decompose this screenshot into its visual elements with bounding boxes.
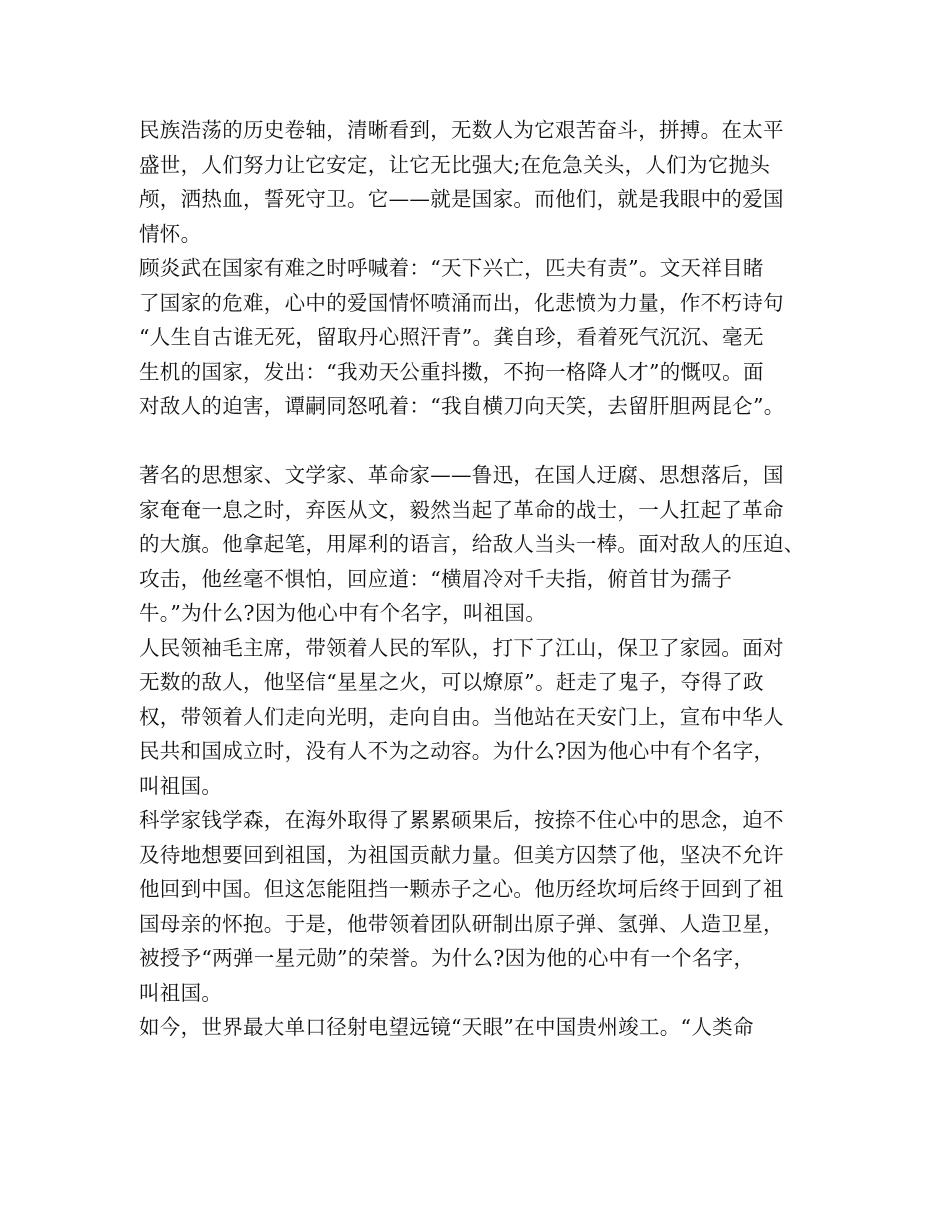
paragraph-gap: [139, 424, 829, 459]
text-line: 人民领袖毛主席，带领着人民的军队，打下了江山，保卫了家园。面对: [139, 635, 784, 660]
text-line: 著名的思想家、文学家、革命家——鲁迅，在国人迂腐、思想落后，国: [139, 463, 784, 487]
text-line: 生机的国家，发出：“我劝天公重抖擞，不拘一格降人才”的慨叹。面: [139, 359, 764, 384]
text-line: 家奄奄一息之时，弃医从文，毅然当起了革命的战士，一人扛起了革命: [139, 497, 784, 522]
text-line: 颅，洒热血，誓死守卫。它——就是国家。而他们，就是我眼中的爱国: [139, 187, 784, 211]
text-line: 的大旗。他拿起笔，用犀利的语言，给敌人当头一棒。面对敌人的压迫、: [139, 532, 805, 556]
text-line: 被授予“两弹一星元勋”的荣誉。为什么?因为他的心中有一个名字，: [139, 946, 755, 970]
text-line: 及待地想要回到祖国，为祖国贡献力量。但美方囚禁了他，坚决不允许: [139, 842, 784, 867]
text-line: 顾炎武在国家有难之时呼喊着：“天下兴亡，匹夫有责”。文天祥目睹: [139, 256, 764, 280]
text-line: 了国家的危难，心中的爱国情怀喷涌而出，化悲愤为力量，作不朽诗句: [139, 290, 784, 315]
text-line: “人生自古谁无死，留取丹心照汗青”。龚自珍，看着死气沉沉、毫无: [139, 325, 764, 349]
text-line: 叫祖国。: [139, 773, 223, 798]
text-line: 盛世，人们努力让它安定，让它无比强大;在危急关头，人们为它抛头: [139, 152, 771, 177]
text-line: 牛。”为什么?因为他心中有个名字，叫祖国。: [139, 601, 547, 625]
text-line: 权，带领着人们走向光明，走向自由。当他站在天安门上，宣布中华人: [139, 704, 784, 729]
essay-body: [139, 113, 829, 1045]
text-line: 如今，世界最大单口径射电望远镜“天眼”在中国贵州竣工。“人类命: [139, 1015, 754, 1039]
text-line: 无数的敌人，他坚信“星星之火，可以燎原”。赶走了鬼子，夺得了政: [139, 670, 764, 694]
text-line: 民族浩荡的历史卷轴，清晰看到，无数人为它艰苦奋斗，拼搏。在太平: [139, 118, 784, 142]
text-line: 攻击，他丝毫不惧怕，回应道：“横眉冷对千夫指，俯首甘为孺子: [139, 566, 733, 591]
text-line: 他回到中国。但这怎能阻挡一颗赤子之心。他历经坎坷后终于回到了祖: [139, 877, 784, 901]
text-line: 叫祖国。: [139, 980, 223, 1005]
text-line: 国母亲的怀抱。于是，他带领着团队研制出原子弹、氢弹、人造卫星，: [139, 911, 784, 936]
text-line: 情怀。: [139, 221, 202, 246]
text-line: 民共和国成立时，没有人不为之动容。为什么?因为他心中有个名字，: [139, 739, 775, 763]
text-line: 科学家钱学森，在海外取得了累累硕果后，按捺不住心中的思念，迫不: [139, 808, 784, 832]
text-line: 对敌人的迫害，谭嗣同怒吼着：“我自横刀向天笑，去留肝胆两昆仑”。: [139, 394, 785, 418]
